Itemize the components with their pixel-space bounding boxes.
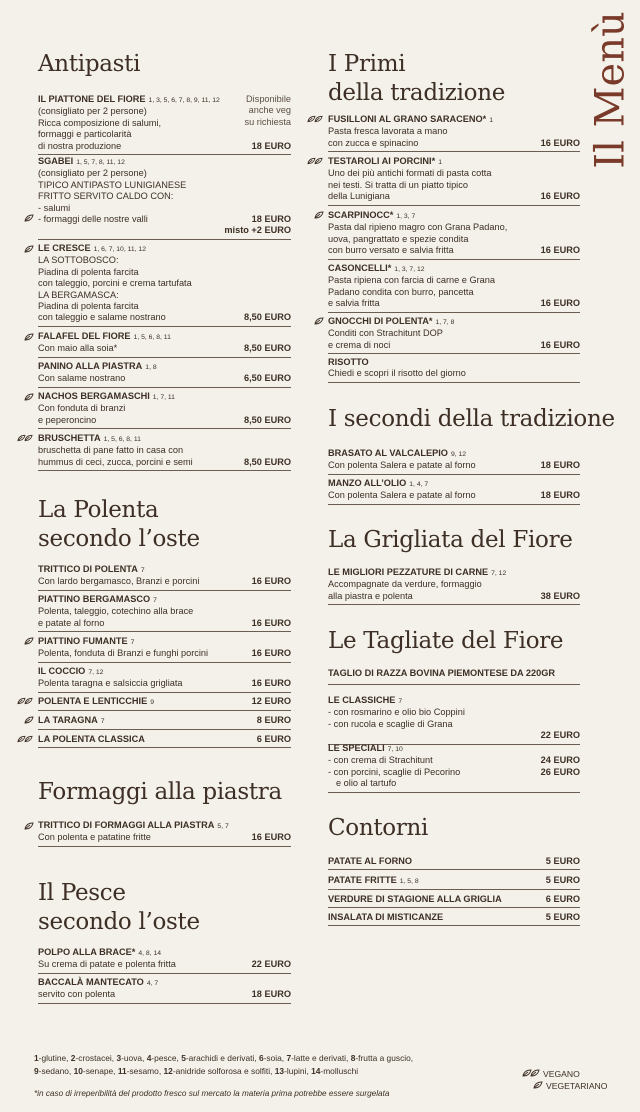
allergen-label: -frutta a guscio, xyxy=(355,1053,414,1063)
menu-item: PATATE AL FORNO 5 EURO xyxy=(328,856,580,870)
menu-item: PATATE FRITTE 1, 5, 8 5 EURO xyxy=(328,875,580,890)
diet-legend: VEGANO VEGETARIANO xyxy=(522,1068,607,1092)
menu-item: NACHOS BERGAMASCHI 1, 7, 11 Con fonduta di branzi e peperoncino 8,50 EURO xyxy=(38,391,291,429)
menu-item: LE SPECIALI 7, 10 - con crema di Strachitunt 24 EURO - con porcini, scaglie di Pecorino 26 EURO e olio al tartufo xyxy=(328,743,580,793)
menu-item: POLPO ALLA BRACE* 4, 8, 14 Su crema di patate e polenta fritta 22 EURO xyxy=(38,947,291,974)
menu-item: INSALATA DI MISTICANZE 5 EURO xyxy=(328,912,580,926)
antipasti-title: Antipasti xyxy=(38,51,141,77)
allergen-label: -sesamo, xyxy=(126,1066,164,1076)
allergen-number: 3 xyxy=(116,1053,122,1063)
allergen-number: 12 xyxy=(163,1066,173,1076)
allergen-number: 14 xyxy=(311,1066,321,1076)
allergen-label: -arachidi e derivati, xyxy=(185,1053,259,1063)
allergen-number: 11 xyxy=(117,1066,127,1076)
allergen-label: -crostacei, xyxy=(75,1053,117,1063)
leaf-icon xyxy=(24,214,34,222)
leaf-icon xyxy=(24,333,34,341)
menu-item: LE CLASSICHE 7 - con rosmarino e olio bio Coppini - con rucola e scaglie di Grana 22 EURO xyxy=(328,695,580,745)
frozen-note: *in caso di irreperibilità del prodotto fresco sul mercato la materia prima potrebbe essere surgelata xyxy=(34,1089,390,1098)
menu-item: PIATTINO BERGAMASCO 7 Polenta, taleggio, cotechino alla brace e patate al forno 16 EURO xyxy=(38,594,291,632)
grigliata-title: La Grigliata del Fiore xyxy=(328,527,573,553)
allergen-number: 4 xyxy=(146,1053,152,1063)
item-name: IL PIATTONE DEL FIORE 1, 3, 5, 6, 7, 8, 9, 11, 12 xyxy=(38,94,220,104)
double-leaf-icon xyxy=(17,434,35,442)
allergen-number: 1 xyxy=(34,1053,39,1063)
allergen-label: -anidride solforosa e solfiti, xyxy=(172,1066,275,1076)
menu-item: MANZO ALL’OLIO 1, 4, 7 Con polenta Salera e patate al forno 18 EURO xyxy=(328,478,580,505)
menu-item: BRUSCHETTA 1, 5, 6, 8, 11 bruschetta di pane fatto in casa con hummus di ceci, zucca, porcini e semi 8,50 EURO xyxy=(38,433,291,471)
menu-item: SGABEI 1, 5, 7, 8, 11, 12 (consigliato per 2 persone) TIPICO ANTIPASTO LUNIGIANESE FRITTO SERVITO CALDO CON: - salumi - formaggi delle nostre valli 18 EURO misto +2 EURO xyxy=(38,156,291,240)
menu-item: TRITTICO DI FORMAGGI ALLA PIASTRA 5, 7 Con polenta e patatine fritte 16 EURO xyxy=(38,820,291,847)
menu-item: FUSILLONI AL GRANO SARACENO* 1 Pasta fresca lavorata a mano con zucca e spinacino 16 EURO xyxy=(328,114,580,152)
menu-item: VERDURE DI STAGIONE ALLA GRIGLIA 6 EURO xyxy=(328,894,580,908)
primi-title: I Primi della tradizione xyxy=(328,51,506,106)
double-leaf-icon xyxy=(17,697,35,705)
menu-item: IL PIATTONE DEL FIORE 1, 3, 5, 6, 7, 8, 9, 11, 12 (consigliato per 2 persone) Ricca composizione di salumi, formaggi e particolarità di nostra produzione 18 EURO Disponibile anche veg su richiesta xyxy=(38,94,291,155)
menu-item: BACCALÀ MANTECATO 4, 7 servito con polenta 18 EURO xyxy=(38,977,291,1004)
menu-item: SCARPINOCC* 1, 3, 7 Pasta dal ripieno magro con Grana Padano, uova, pangrattato e spezie condita con burro versato e salvia fritta 16 EURO xyxy=(328,210,580,260)
menu-item: LA TARAGNA 7 8 EURO xyxy=(38,715,291,730)
menu-item: LA POLENTA CLASSICA 6 EURO xyxy=(38,734,291,748)
menu-item: BRASATO AL VALCALEPIO 9, 12 Con polenta Salera e patate al forno 18 EURO xyxy=(328,448,580,475)
formaggi-title: Formaggi alla piastra xyxy=(38,779,282,805)
allergen-number: 8 xyxy=(350,1053,356,1063)
leaf-icon xyxy=(314,211,324,219)
allergen-number: 9 xyxy=(34,1066,39,1076)
allergen-label: -glutine, xyxy=(38,1053,71,1063)
menu-item: IL COCCIO 7, 12 Polenta taragna e salsiccia grigliata 16 EURO xyxy=(38,666,291,693)
allergen-label: -latte e derivati, xyxy=(291,1053,351,1063)
allergen-number: 5 xyxy=(181,1053,186,1063)
double-leaf-icon xyxy=(307,115,325,123)
menu-item: LE MIGLIORI PEZZATURE DI CARNE 7, 12 Accompagnate da verdure, formaggio alla piastra e polenta 38 EURO xyxy=(328,567,580,605)
secondi-title: I secondi della tradizione xyxy=(328,406,615,432)
leaf-icon xyxy=(24,637,34,645)
menu-item: GNOCCHI DI POLENTA* 1, 7, 8 Conditi con Strachitunt DOP e crema di noci 16 EURO xyxy=(328,316,580,354)
allergen-number: 2 xyxy=(70,1053,76,1063)
double-leaf-icon xyxy=(17,735,35,743)
menu-item: TESTAROLI AI PORCINI* 1 Uno dei più antichi formati di pasta cotta nei testi. Si tratta di un piatto tipico della Lunigiana 16 EURO xyxy=(328,156,580,206)
leaf-icon xyxy=(24,393,34,401)
allergen-number: 7 xyxy=(286,1053,292,1063)
allergen-label: -lupini, xyxy=(284,1066,312,1076)
menu-item: FALAFEL DEL FIORE 1, 5, 6, 8, 11 Con maio alla soia* 8,50 EURO xyxy=(38,331,291,358)
allergen-number: 6 xyxy=(258,1053,264,1063)
leaf-icon xyxy=(24,245,34,253)
menu-item: PIATTINO FUMANTE 7 Polenta, fonduta di Branzi e funghi porcini 16 EURO xyxy=(38,636,291,663)
polenta-title: La Polenta secondo l’oste xyxy=(38,497,200,552)
allergen-number: 10 xyxy=(73,1066,83,1076)
menu-item: LE CRESCE 1, 6, 7, 10, 11, 12 LA SOTTOBOSCO: Piadina di polenta farcita con taleggio, porcini e crema tartufata LA BERGAMASCA: Piadina di polenta farcita con taleggio e salame nostrano 8,50 EURO xyxy=(38,243,291,327)
menu-item: POLENTA E LENTICCHIE 9 12 EURO xyxy=(38,696,291,711)
menu-item: RISOTTO Chiedi e scopri il risotto del giorno xyxy=(328,357,580,383)
menu-item: TRITTICO DI POLENTA 7 Con lardo bergamasco, Branzi e porcini 16 EURO xyxy=(38,564,291,591)
pesce-title: Il Pesce secondo l’oste xyxy=(38,880,200,935)
tagliate-title: Le Tagliate del Fiore xyxy=(328,628,564,654)
allergen-legend xyxy=(34,1052,504,1078)
allergen-label: -molluschi xyxy=(320,1066,359,1076)
allergen-label: -senape, xyxy=(82,1066,118,1076)
allergen-label: -sedano, xyxy=(38,1066,74,1076)
double-leaf-icon xyxy=(522,1068,540,1080)
allergen-label: -pesce, xyxy=(151,1053,182,1063)
leaf-icon xyxy=(24,822,34,830)
contorni-title: Contorni xyxy=(328,815,429,841)
menu-title: Il Menù xyxy=(587,11,634,169)
allergen-number: 13 xyxy=(274,1066,285,1076)
veg-note: Disponibile anche veg su richiesta xyxy=(244,94,291,127)
leaf-icon xyxy=(24,716,34,724)
allergen-line xyxy=(34,1065,504,1078)
menu-item: PANINO ALLA PIASTRA 1, 8 Con salame nostrano 6,50 EURO xyxy=(38,361,291,388)
leaf-icon xyxy=(533,1080,543,1092)
tagliate-header: TAGLIO DI RAZZA BOVINA PIEMONTESE DA 220GR xyxy=(328,668,580,685)
leaf-icon xyxy=(314,317,324,325)
menu-item: CASONCELLI* 1, 3, 7, 12 Pasta ripiena con farcia di carne e Grana Padano condita con burro, pancetta e salvia fritta 16 EURO xyxy=(328,263,580,313)
allergen-label: -uova, xyxy=(121,1053,147,1063)
double-leaf-icon xyxy=(307,157,325,165)
allergen-label: -soia, xyxy=(263,1053,287,1063)
allergen-line xyxy=(34,1052,504,1065)
item-price: 18 EURO xyxy=(251,140,291,151)
